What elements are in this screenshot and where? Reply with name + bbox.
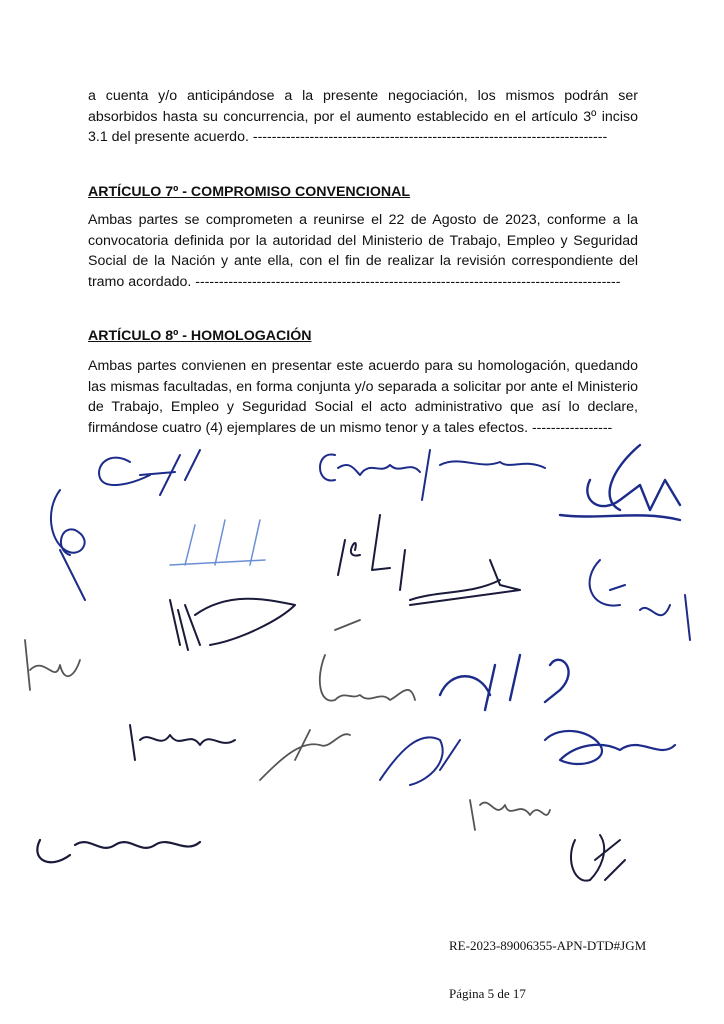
signature-15 [380, 737, 460, 785]
signatures-area [0, 440, 724, 910]
signature-17 [470, 800, 550, 830]
article-8-heading: ARTÍCULO 8º - HOMOLOGACIÓN [88, 328, 312, 344]
signature-11 [320, 620, 415, 701]
signature-8 [590, 560, 690, 640]
article-8-body [88, 356, 638, 438]
document-reference: RE-2023-89006355-APN-DTD#JGM [449, 938, 647, 953]
signature-1 [99, 450, 200, 495]
page-number: Página 5 de 17 [449, 986, 526, 1001]
signature-16 [545, 731, 675, 764]
article-7-heading: ARTÍCULO 7º - COMPROMISO CONVENCIONAL [88, 184, 411, 200]
signature-5 [170, 520, 265, 565]
article-7-body-text: Ambas partes se comprometen a reunirse el 22 de Agosto de 2023, conforme a la convocatoria definida por la autoridad del Ministerio de Trabajo, Empleo y Seguridad Social de la Nación y ante ella, con el fin de realizar la revisión correspondiente del tramo acordado. ------------------------------------------------------------------------------------------ [88, 212, 638, 290]
signature-14 [260, 730, 350, 780]
article-7-body [88, 210, 638, 292]
signature-3 [560, 445, 680, 520]
signature-7 [410, 560, 520, 605]
signature-10 [25, 640, 80, 690]
paragraph-continuation [88, 86, 638, 148]
signature-19 [571, 835, 625, 881]
signature-12 [440, 655, 569, 710]
signature-13 [130, 725, 235, 760]
signature-6 [338, 515, 405, 590]
signature-4 [51, 490, 85, 600]
paragraph-continuation-text: a cuenta y/o anticipándose a la presente negociación, los mismos podrán ser absorbidos hasta su concurrencia, por el aumento establecido en el artículo 3º inciso 3.1 del presente acuerdo. --------------------------------------------------------------------------- [88, 88, 638, 145]
signature-18 [37, 840, 200, 862]
article-8-body-text: Ambas partes convienen en presentar este acuerdo para su homologación, quedando las mismas facultadas, en forma conjunta y/o separada a solicitar por ante el Ministerio de Trabajo, Empleo y Seguridad Social el acto administrativo que así lo declare, firmándose cuatro (4) ejemplares de un mismo tenor y a tales efectos. ----------------- [88, 358, 638, 436]
signature-9 [170, 599, 295, 650]
signature-2 [320, 450, 545, 500]
